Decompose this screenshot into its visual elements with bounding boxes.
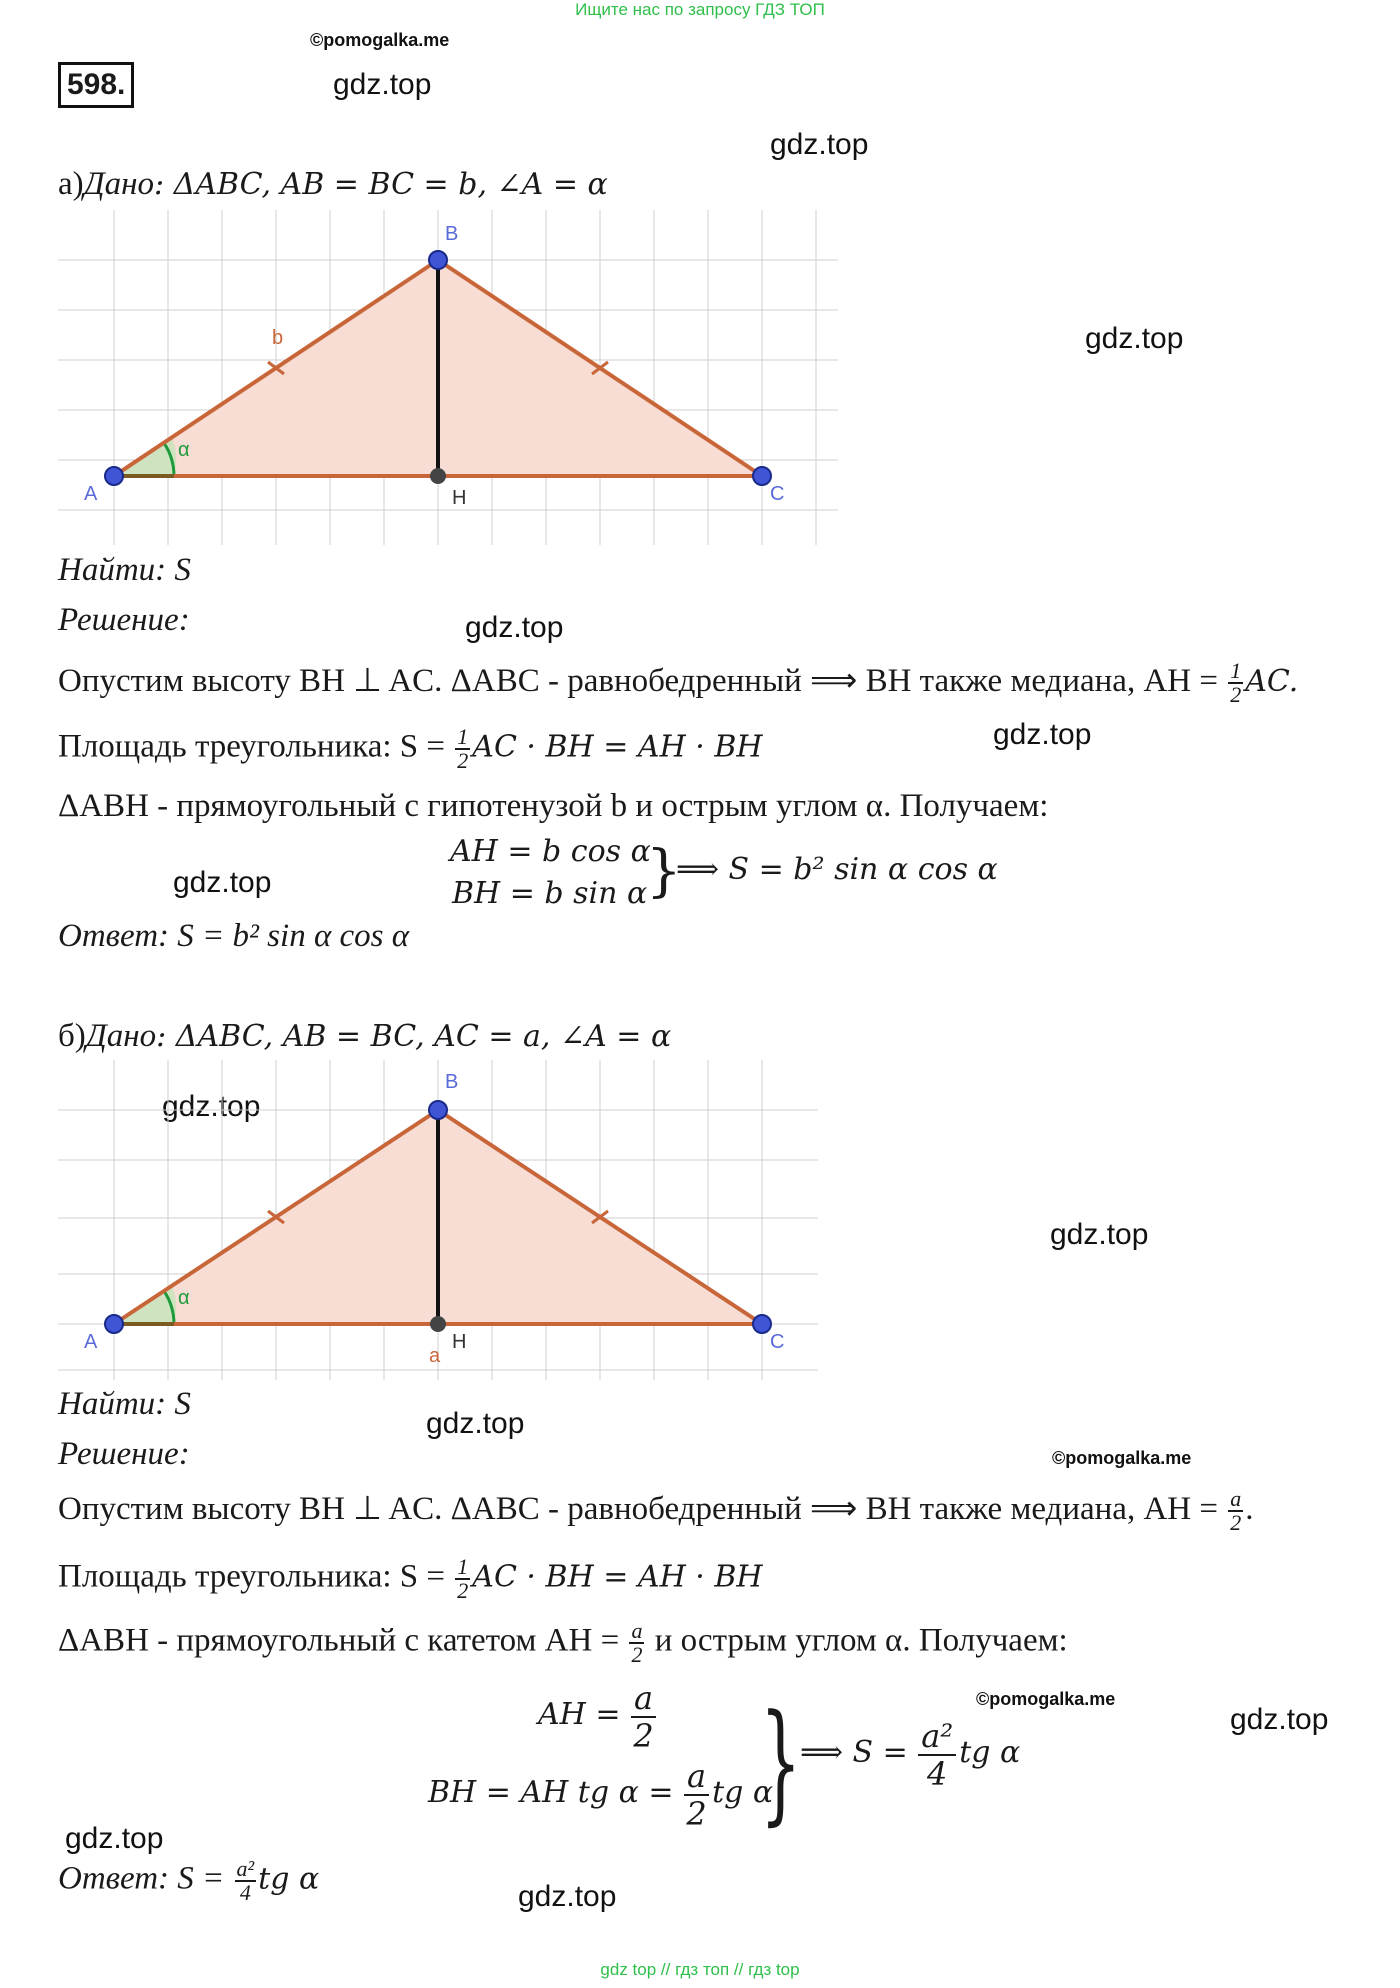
part-a-solution-label: Решение:: [58, 602, 190, 638]
frac-num: a: [684, 1758, 709, 1796]
label-a: A: [84, 483, 98, 505]
part-b-answer: [58, 1858, 319, 1904]
gdz-watermark: gdz.top: [518, 1880, 617, 1913]
text: AC · BH = AH · BH: [472, 729, 763, 765]
text: tg α: [712, 1774, 774, 1810]
gdz-watermark: gdz.top: [65, 1822, 164, 1855]
frac-den: 2: [457, 1578, 469, 1603]
label-alpha: α: [178, 1287, 190, 1309]
text: ⟹ S =: [800, 1734, 908, 1770]
text: AC.: [1245, 664, 1299, 699]
frac-num: a: [631, 1680, 656, 1718]
label-side-b: b: [272, 327, 284, 349]
gdz-watermark: gdz.top: [770, 128, 869, 161]
gdz-watermark: gdz.top: [173, 866, 272, 899]
part-b-line1: [58, 1488, 1253, 1534]
fraction: [918, 1718, 956, 1792]
gdz-watermark: gdz.top: [465, 611, 564, 644]
label-b: B: [445, 223, 459, 245]
fraction: [455, 1556, 470, 1602]
point-a: [105, 1315, 123, 1333]
given-text: : ΔABC, AB = BC, AC = a, ∠A = α: [156, 1019, 672, 1054]
gdz-watermark: gdz.top: [1085, 322, 1184, 355]
part-b-find: Найти: S: [58, 1386, 191, 1422]
text: ΔABH - прямоугольный с катетом AH =: [58, 1622, 620, 1659]
fraction: [684, 1758, 709, 1832]
frac-num: a: [631, 1618, 643, 1643]
text: tg α: [258, 1861, 320, 1897]
frac-num: 1: [1230, 658, 1242, 684]
label-c: C: [770, 483, 785, 505]
gdz-watermark: gdz.top: [426, 1407, 525, 1440]
part-b-solution-label: Решение:: [58, 1436, 190, 1472]
pomogalka-watermark: ©pomogalka.me: [1052, 1448, 1192, 1468]
problem-number: 598.: [58, 62, 134, 108]
system-result: ⟹ S = b² sin α cos α: [676, 852, 998, 887]
part-a-answer: Ответ: S = b² sin α cos α: [58, 918, 410, 954]
text: и острым углом α. Получаем:: [654, 1622, 1068, 1659]
fraction: [631, 1680, 656, 1754]
label-a: A: [84, 1331, 98, 1353]
gdz-watermark: gdz.top: [1050, 1218, 1149, 1251]
text: tg α: [959, 1734, 1021, 1770]
text: BH = AH tg α =: [428, 1774, 674, 1810]
pomogalka-watermark: ©pomogalka.me: [310, 30, 450, 50]
part-label: а): [58, 166, 84, 202]
frac-den: 4: [239, 1880, 251, 1905]
part-b-line2: [58, 1556, 763, 1602]
label-c: C: [770, 1331, 785, 1353]
gdz-watermark: gdz.top: [162, 1090, 261, 1123]
given-word: Дано: [85, 1018, 157, 1054]
fraction: [455, 726, 470, 772]
frac-den: 2: [1230, 682, 1242, 708]
point-b: [429, 1101, 447, 1119]
frac-num: 1: [457, 1554, 469, 1579]
gdz-watermark: gdz.top: [1230, 1703, 1329, 1736]
point-h: [430, 468, 446, 484]
text: Площадь треугольника: S =: [58, 728, 446, 765]
point-a: [105, 467, 123, 485]
triangle-figure-a: [58, 210, 838, 545]
point-h: [430, 1316, 446, 1332]
label-h: H: [452, 487, 467, 509]
fraction: [629, 1620, 644, 1666]
system-brace: }: [760, 1686, 802, 1838]
part-a-find: Найти: S: [58, 552, 191, 588]
system-line-1: AH = b cos α: [450, 834, 651, 869]
system-line-2: [428, 1758, 773, 1832]
text: Площадь треугольника: S =: [58, 1558, 446, 1595]
pomogalka-watermark: ©pomogalka.me: [976, 1689, 1116, 1709]
given-text: : ΔABC, AB = BC = b, ∠A = α: [154, 167, 608, 202]
frac-num: a: [1230, 1486, 1242, 1512]
gdz-watermark: gdz.top: [993, 718, 1092, 751]
label-alpha: α: [178, 439, 190, 461]
point-b: [429, 251, 447, 269]
triangle-figure-b: [58, 1060, 818, 1380]
text: AH =: [538, 1696, 621, 1732]
text: Опустим высоту BH ⊥ AC. ΔABC - равнобедренный ⟹ BH также медиана, AH =: [58, 1491, 1218, 1527]
label-h: H: [452, 1331, 467, 1353]
text: .: [1245, 1491, 1254, 1527]
frac-den: 2: [631, 1642, 643, 1667]
frac-num: 1: [457, 724, 469, 749]
system-line-2: BH = b sin α: [452, 876, 648, 911]
text: AC · BH = AH · BH: [472, 1559, 763, 1595]
frac-den: 2: [1230, 1510, 1242, 1536]
frac-num: a²: [918, 1718, 956, 1756]
fraction: [1228, 660, 1243, 706]
system-line-1: [538, 1680, 659, 1754]
part-b-line3: [58, 1620, 1068, 1666]
search-banner[interactable]: Ищите нас по запросу ГДЗ ТОП: [575, 0, 825, 19]
part-b-given: [58, 1018, 671, 1055]
system-result: [800, 1718, 1020, 1792]
given-word: Дано: [83, 166, 155, 202]
frac-den: 2: [686, 1795, 707, 1833]
frac-den: 4: [927, 1755, 948, 1793]
label-base-a: a: [429, 1345, 441, 1367]
part-a-line1: [58, 660, 1298, 706]
footer-links[interactable]: gdz top // гдз топ // гдз top: [600, 1960, 800, 1979]
part-a-line2: [58, 726, 763, 772]
text: Ответ: S =: [58, 1860, 225, 1897]
fraction: [1228, 1488, 1243, 1534]
gdz-watermark: gdz.top: [333, 68, 432, 101]
point-c: [753, 1315, 771, 1333]
fraction: [235, 1858, 257, 1904]
system-brace: }: [646, 839, 682, 904]
label-b: B: [445, 1071, 459, 1093]
point-c: [753, 467, 771, 485]
part-a-line3: ΔABH - прямоугольный с гипотенузой b и острым углом α. Получаем:: [58, 788, 1049, 824]
frac-num: a²: [236, 1856, 255, 1881]
frac-den: 2: [457, 748, 469, 773]
part-label: б): [58, 1018, 86, 1054]
part-a-given: [58, 166, 608, 203]
text: Опустим высоту BH ⊥ AC. ΔABC - равнобедренный ⟹ BH также медиана, AH =: [58, 663, 1218, 699]
frac-den: 2: [633, 1717, 654, 1755]
